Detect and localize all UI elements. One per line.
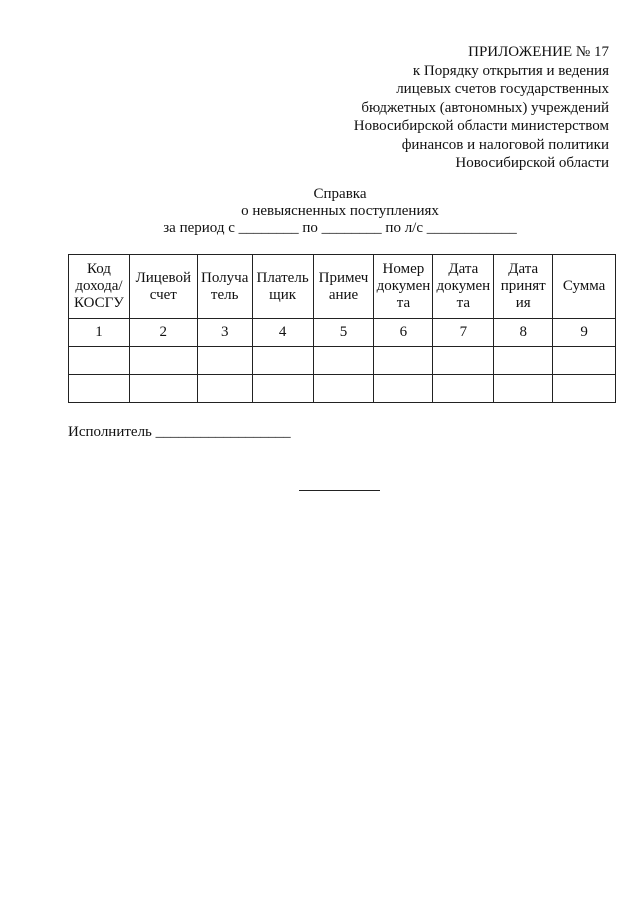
period-line: за период с ________ по ________ по л/с ____________ <box>163 220 517 236</box>
table-cell <box>494 347 553 375</box>
table-cell <box>197 347 252 375</box>
table-cell <box>494 375 553 403</box>
table-cell <box>69 375 130 403</box>
column-number: 9 <box>553 319 616 347</box>
appendix-header-line: Новосибирской области <box>455 155 609 171</box>
appendix-header-line: бюджетных (автономных) учреждений <box>361 99 609 116</box>
column-header: Сумма <box>553 255 616 319</box>
column-number: 1 <box>69 319 130 347</box>
column-header: Примеч ание <box>313 255 374 319</box>
column-header: Код дохода/ КОСГУ <box>69 255 130 319</box>
table-cell <box>553 347 616 375</box>
table-cell <box>197 375 252 403</box>
appendix-header <box>354 43 609 173</box>
table-cell <box>69 347 130 375</box>
column-header: Дата принят ия <box>494 255 553 319</box>
column-header: Платель щик <box>252 255 313 319</box>
column-number: 3 <box>197 319 252 347</box>
table-cell <box>374 347 433 375</box>
column-header: Дата докумен та <box>433 255 494 319</box>
table-cell <box>129 375 197 403</box>
column-number: 2 <box>129 319 197 347</box>
column-number: 6 <box>374 319 433 347</box>
document-title <box>0 186 640 237</box>
table-row <box>69 347 616 375</box>
table-cell <box>129 347 197 375</box>
column-number: 5 <box>313 319 374 347</box>
column-header: Получа тель <box>197 255 252 319</box>
column-number: 8 <box>494 319 553 347</box>
column-header: Лицевой счет <box>129 255 197 319</box>
unidentified-receipts-table <box>68 254 616 403</box>
column-header: Номер докумен та <box>374 255 433 319</box>
column-number-row <box>69 319 616 347</box>
appendix-header-line: Новосибирской области министерством <box>353 118 609 134</box>
appendix-header-line: финансов и налоговой политики <box>401 136 609 153</box>
table-cell <box>553 375 616 403</box>
title-line-2: о невыясненных поступлениях <box>241 203 439 219</box>
table-cell <box>313 375 374 403</box>
column-number: 4 <box>252 319 313 347</box>
table-header-row <box>69 255 616 319</box>
appendix-header-line: ПРИЛОЖЕНИЕ № 17 <box>468 44 609 60</box>
table-cell <box>433 375 494 403</box>
end-of-document-rule <box>299 490 380 491</box>
table-cell <box>433 347 494 375</box>
column-number: 7 <box>433 319 494 347</box>
table-row <box>69 375 616 403</box>
appendix-header-line: лицевых счетов государственных <box>396 81 609 97</box>
title-line-1: Справка <box>313 186 367 202</box>
executor-signature-line: Исполнитель __________________ <box>68 424 291 440</box>
appendix-header-line: к Порядку открытия и ведения <box>412 62 609 79</box>
table-cell <box>252 347 313 375</box>
table-cell <box>313 347 374 375</box>
table-cell <box>252 375 313 403</box>
table-cell <box>374 375 433 403</box>
